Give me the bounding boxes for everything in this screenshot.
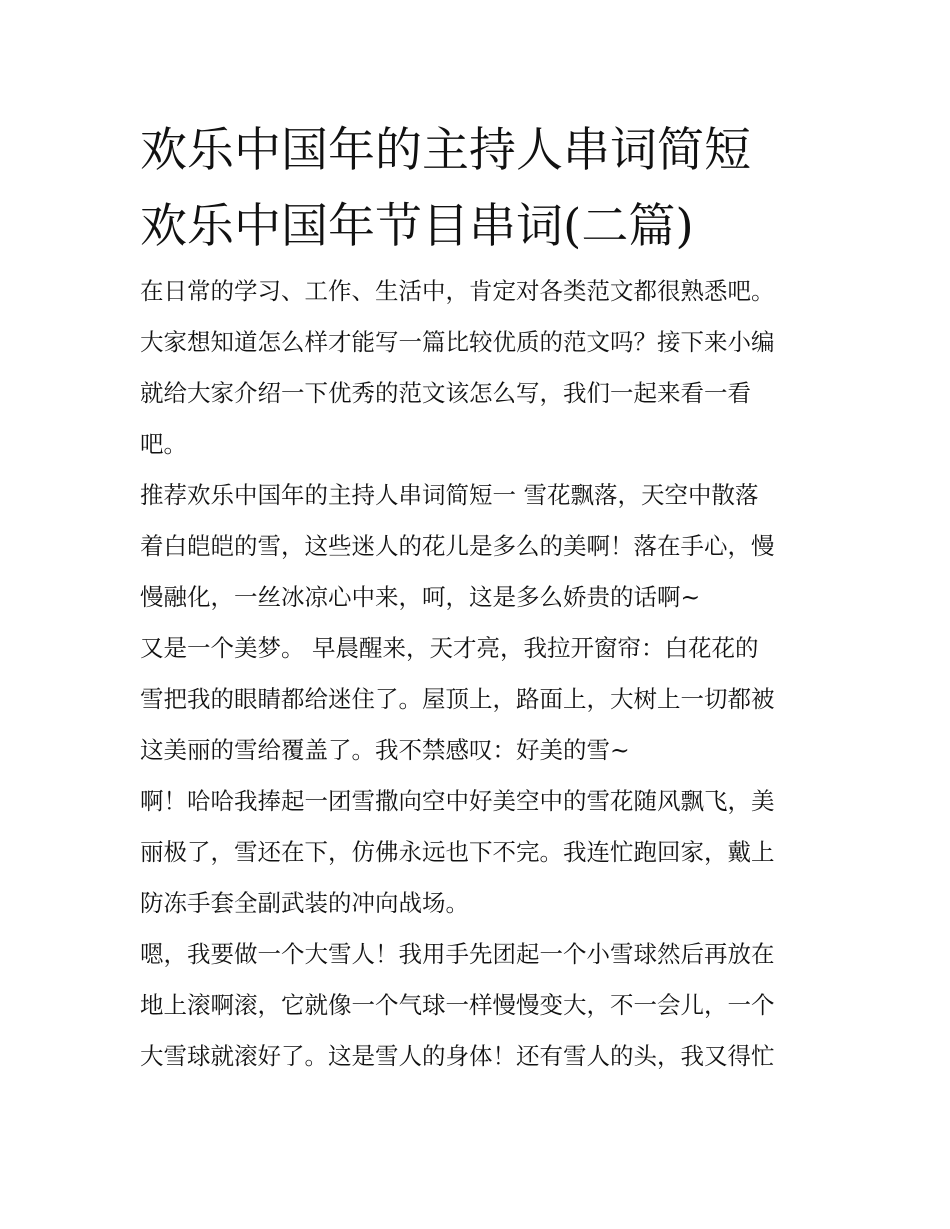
paragraph-morning xyxy=(140,623,830,776)
text-line: 丽极了，雪还在下，仿佛永远也下不完。我连忙跑回家，戴上 xyxy=(140,838,775,866)
paragraph-playing-snow xyxy=(140,776,830,929)
document-page xyxy=(140,118,830,1082)
text-line: 大雪球就滚好了。这是雪人的身体！还有雪人的头，我又得忙 xyxy=(140,1042,775,1070)
text-line: 啊！哈哈我捧起一团雪撒向空中好美空中的雪花随风飘飞，美 xyxy=(140,787,775,815)
text-line: 吧。 xyxy=(140,430,187,458)
text-line: 慢融化，一丝冰凉心中来，呵，这是多么娇贵的话啊~ xyxy=(140,583,701,611)
text-line: 着白皑皑的雪，这些迷人的花儿是多么的美啊！落在手心，慢 xyxy=(140,532,775,560)
text-line: 又是一个美梦。 早晨醒来，天才亮，我拉开窗帘：白花花的 xyxy=(140,634,759,662)
document-body xyxy=(140,266,830,1082)
title-line: 欢乐中国年节目串词(二篇) xyxy=(140,199,694,254)
text-line: 就给大家介绍一下优秀的范文该怎么写，我们一起来看一看 xyxy=(140,379,751,407)
title-line: 欢乐中国年的主持人串词简短 xyxy=(140,123,751,178)
text-line: 嗯，我要做一个大雪人！我用手先团起一个小雪球然后再放在 xyxy=(140,940,775,968)
text-line: 在日常的学习、工作、生活中，肯定对各类范文都很熟悉吧。 xyxy=(140,277,775,305)
document-title xyxy=(140,118,830,260)
paragraph-intro xyxy=(140,266,830,470)
paragraph-snowman xyxy=(140,929,830,1082)
text-line: 推荐欢乐中国年的主持人串词简短一 雪花飘落，天空中散落 xyxy=(140,481,759,509)
text-line: 雪把我的眼睛都给迷住了。屋顶上，路面上，大树上一切都被 xyxy=(140,685,775,713)
paragraph-snow-falling xyxy=(140,470,830,623)
text-line: 地上滚啊滚，它就像一个气球一样慢慢变大，不一会儿，一个 xyxy=(140,991,775,1019)
text-line: 大家想知道怎么样才能写一篇比较优质的范文吗？接下来小编 xyxy=(140,328,775,356)
text-line: 防冻手套全副武装的冲向战场。 xyxy=(140,889,469,917)
text-line: 这美丽的雪给覆盖了。我不禁感叹：好美的雪~ xyxy=(140,736,630,764)
